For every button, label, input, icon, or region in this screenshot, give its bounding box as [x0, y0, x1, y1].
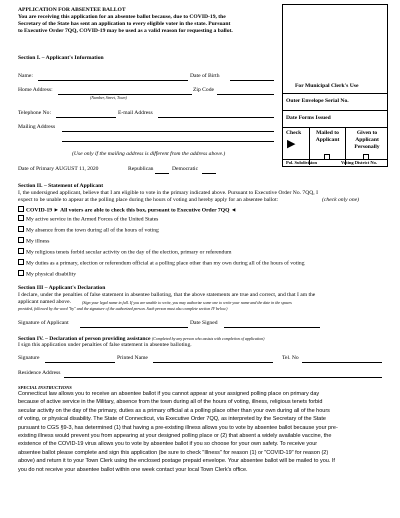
special-line: you do not receive your absentee ballot within one week contact your local Town Clerk's office.: [18, 466, 248, 473]
democratic-field[interactable]: [202, 173, 216, 174]
section3-line-2: applicant named above.: [18, 299, 71, 305]
section3-line-1: I declare, under the penalties of false statement in absentee balloting, that the above statements are true and correct, and that I am the: [18, 292, 316, 298]
special-line: secular activity on the day of the primary, duties as a primary official at a polling place other than your own during all of the hours: [18, 407, 330, 414]
clerk-use-title: For Municipal Clerk's Use: [295, 83, 359, 89]
option-disability[interactable]: My physical disability: [18, 270, 76, 279]
special-line: of voting, or physical disability. The State of Connecticut, via Executive Order 7QQ, as interpreted by the Secretary of the State: [18, 416, 326, 423]
telephone-label: Telephone No:: [18, 110, 52, 116]
special-line: Connecticut law allows you to receive an absentee ballot if you cannot appear at your assigned polling place on primary day: [18, 391, 320, 397]
option-official-duties[interactable]: My duties as a primary, election or referendum official at a polling place other than my own during all of the hours of voting: [18, 259, 305, 268]
option-covid[interactable]: COVID-19 ► All voters are able to check this box, pursuant to Executive Order 7QQ ◄: [18, 206, 236, 215]
home-address-label: Home Address:: [18, 87, 53, 93]
special-line: existence of the COVID-19 virus allows you to vote by absentee ballot if you so choose for your own safety. To receive your: [18, 441, 318, 448]
residence-address-field[interactable]: [64, 377, 382, 378]
given-personally-label: Given to Applicant Personally: [354, 130, 380, 150]
intro-line-3: to Executive Order 7QQ, COVID-19 may be used as a valid reason for requesting a ballot.: [18, 28, 233, 34]
voting-district-label: Voting District No.: [341, 160, 377, 165]
special-line: above) and return it to your Town Clerk using the enclosed postage prepaid envelope. Your absentee ballot will be mailed to you. If: [18, 458, 335, 465]
dob-label: Date of Birth: [190, 73, 220, 79]
section3-small-1: (Sign your legal name in full. If you are unable to write, you may authorize some one to write your name and the date in the spaces: [82, 300, 292, 305]
telephone-field[interactable]: [56, 117, 116, 118]
assistant-tel-label: Tel. No: [282, 355, 299, 361]
date-signed-label: Date Signed: [190, 320, 218, 326]
special-instructions-title: SPECIAL INSTRUCTIONS: [18, 385, 72, 390]
date-signed-field[interactable]: [224, 327, 320, 328]
democratic-label: Democratic: [172, 166, 199, 172]
republican-label: Republican: [128, 166, 154, 172]
option-religious[interactable]: My religious tenets forbid secular activity on the day of the election, primary or referendum: [18, 248, 232, 257]
mailing-address-field[interactable]: [62, 131, 274, 132]
zip-field[interactable]: [217, 94, 274, 95]
clerk-use-box: [282, 4, 388, 167]
special-instructions-body: [18, 390, 384, 474]
option-armed-forces[interactable]: My active service in the Armed Forces of the United States: [18, 215, 158, 224]
section4-title: Section IV. – Declaration of person providing assistance: [18, 336, 151, 342]
applicant-signature-label: Signature of Applicant: [18, 320, 69, 326]
dob-field[interactable]: [230, 80, 274, 81]
special-line: existing illness would prevent you from appearing at your designed polling place or (2) that absent a widely available vaccine, the: [18, 433, 332, 440]
special-line: absentee ballot please complete and sign this application (be sure to check "Illness" for reason (1) or "COVID-19" for reason (2): [18, 449, 329, 456]
mailing-address-note: (Use only if the mailing address is different from the address above.): [72, 151, 226, 157]
section2-title: Section II. – Statement of Applicant: [18, 183, 104, 189]
name-field[interactable]: [38, 80, 188, 81]
check-label: Check: [286, 130, 302, 136]
residence-address-label: Residence Address: [18, 370, 61, 376]
section2-line-2: expect to be unable to appear at the polling place during the hours of voting and hereby apply for an absentee ballot:: [18, 197, 279, 203]
mailing-address-label: Mailing Address: [18, 124, 56, 130]
email-label: E-mail Address: [118, 110, 153, 116]
religious-checkbox[interactable]: [18, 248, 24, 254]
date-forms-issued-label: Date Forms Issued: [286, 115, 331, 121]
absence-checkbox[interactable]: [18, 226, 24, 232]
home-address-hint: (Number, Street, Town): [90, 95, 127, 100]
form-title: APPLICATION FOR ABSENTEE BALLOT: [18, 7, 126, 13]
armed-forces-checkbox[interactable]: [18, 215, 24, 221]
disability-checkbox[interactable]: [18, 270, 24, 276]
mailing-address-field-2[interactable]: [62, 141, 274, 142]
section3-small-2: provided, followed by the word "by" and the signature of the authorized person. Such person must also complete section IV below.): [18, 306, 228, 311]
special-line: because of active service in the Military, absence from the town during all of the hours of voting, illness, religious tenets forbid: [18, 399, 323, 406]
envelope-serial-label: Outer Envelope Serial No.: [286, 98, 349, 104]
special-line: pursuant to CGS §9-3, has determined (1) that having a pre-existing illness allows you to vote by absentee ballot because your pre-: [18, 424, 338, 431]
illness-checkbox[interactable]: [18, 237, 24, 243]
arrow-icon: ▶: [287, 138, 296, 150]
assistant-signature-label: Signature: [18, 355, 40, 361]
zip-label: Zip Code: [193, 87, 214, 93]
pol-subdivision-label: Pol. Subdivision: [286, 160, 318, 165]
applicant-signature-field[interactable]: [80, 327, 188, 328]
covid-checkbox[interactable]: [18, 206, 24, 212]
check-only-one: (check only one): [322, 197, 359, 203]
section1-title: Section I. – Applicant's Information: [18, 55, 104, 61]
email-field[interactable]: [158, 117, 274, 118]
intro-line-2: Secretary of the State has sent an application to every eligible voter in the state. Pursuant: [18, 21, 231, 27]
name-label: Name:: [18, 73, 33, 79]
printed-name-field[interactable]: [153, 362, 273, 363]
assistant-tel-field[interactable]: [302, 362, 382, 363]
section3-title: Section III – Applicant's Declaration: [18, 285, 106, 291]
official-duties-checkbox[interactable]: [18, 259, 24, 265]
mailed-to-applicant-label: Mailed to Applicant: [315, 130, 340, 143]
assistant-signature-field[interactable]: [45, 362, 115, 363]
printed-name-label: Printed Name: [117, 355, 148, 361]
option-absence[interactable]: My absence from the town during all of the hours of voting: [18, 226, 159, 235]
section2-line-1: I, the undersigned applicant, believe that I am eligible to vote in the primary indicated above. Pursuant to Executive Order No. 7QQ, I: [18, 190, 318, 196]
republican-field[interactable]: [155, 173, 169, 174]
option-illness[interactable]: My illness: [18, 237, 49, 246]
primary-date: Date of Primary AUGUST 11, 2020: [18, 166, 99, 172]
intro-line-1: You are receiving this application for an absentee ballot because, due to COVID-19, the: [18, 14, 226, 20]
section4-line: I sign this application under penalties of false statement in absentee balloting.: [18, 342, 192, 348]
section4-title-note: (Completed by any person who assists with completion of application): [151, 336, 265, 341]
